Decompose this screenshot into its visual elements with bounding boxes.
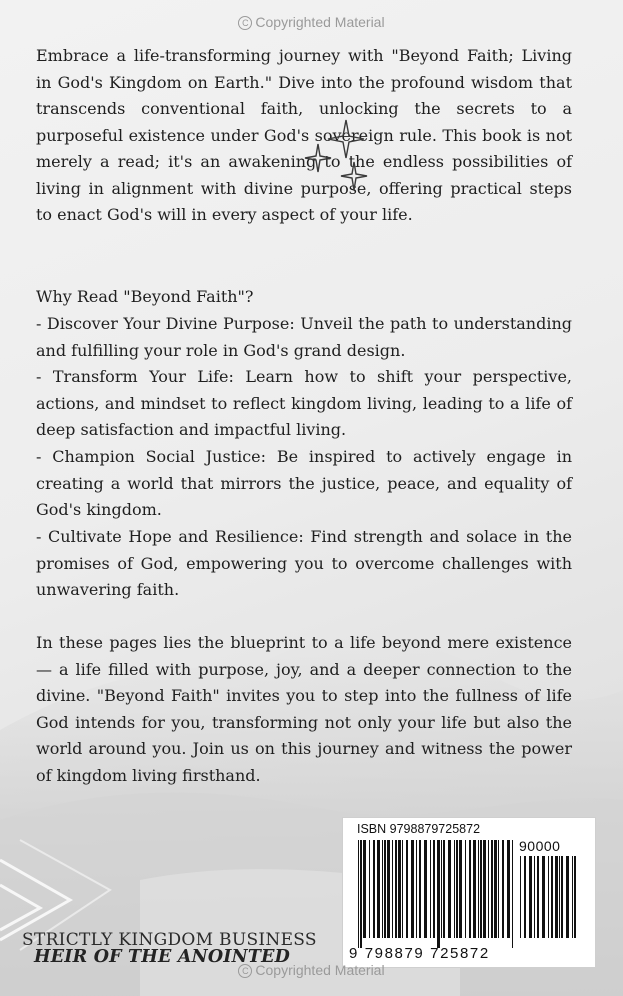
barcode-bar xyxy=(419,840,421,938)
barcode-bar xyxy=(542,856,545,938)
barcode-bar xyxy=(480,840,482,938)
barcode-bar xyxy=(524,856,526,938)
barcode-bar xyxy=(537,856,539,938)
barcode-bar xyxy=(373,840,375,938)
barcode-bar xyxy=(502,840,504,938)
barcode-bar xyxy=(387,840,390,938)
barcode-bar xyxy=(572,856,573,938)
barcode-bar xyxy=(456,840,458,938)
why-read-heading: Why Read "Beyond Faith"? xyxy=(36,287,254,306)
barcode-bar xyxy=(424,840,427,938)
barcode-bar xyxy=(363,840,366,938)
barcode-bar xyxy=(548,856,549,938)
barcode-bar xyxy=(384,840,386,938)
barcode-bar xyxy=(459,840,462,938)
isbn-label: ISBN 9798879725872 xyxy=(357,822,481,836)
barcode-bar xyxy=(406,840,408,938)
barcode-bar xyxy=(441,840,442,938)
barcode-bar xyxy=(454,840,455,938)
barcode-digits: 9 798879 725872 xyxy=(349,945,490,962)
copyright-watermark-bottom xyxy=(0,962,623,978)
barcode-bar xyxy=(369,840,370,938)
barcode-bar xyxy=(382,840,383,938)
barcode-bar xyxy=(483,840,486,938)
bullet-social-justice: - Champion Social Justice: Be inspired to actively engage in creating a world that mirrors the justice, peace, and equality of God's kingdom. xyxy=(36,447,572,519)
barcode-bar xyxy=(358,840,359,948)
barcode-bar xyxy=(448,840,451,938)
bullet-divine-purpose: - Discover Your Divine Purpose: Unveil the path to understanding and fulfilling your role in God's grand design. xyxy=(36,314,572,360)
barcode-bar xyxy=(534,856,535,938)
barcode-bar xyxy=(443,840,445,938)
barcode-bar xyxy=(433,840,435,938)
barcode-bar xyxy=(491,840,493,938)
isbn-barcode xyxy=(342,817,596,968)
watermark-text: Copyrighted Material xyxy=(255,962,385,978)
barcode-bar xyxy=(402,840,403,938)
bullet-hope-resilience: - Cultivate Hope and Resilience: Find strength and solace in the promises of God, empowering you to overcome challenges with unwavering faith. xyxy=(36,527,572,599)
barcode-bar xyxy=(507,840,510,938)
barcode-bar xyxy=(430,840,431,938)
barcode-bar xyxy=(494,840,497,938)
barcode-bar xyxy=(469,840,471,938)
copyright-icon: C xyxy=(238,964,252,978)
bullet-transform-life: - Transform Your Life: Learn how to shift your perspective, actions, and mindset to reflect kingdom living, leading to a life of deep satisfaction and impactful living. xyxy=(36,367,572,439)
barcode-bar xyxy=(566,856,569,938)
barcode-bar xyxy=(465,840,466,938)
publisher-name: STRICTLY KINGDOM BUSINESS xyxy=(22,930,317,950)
barcode-bar xyxy=(377,840,380,938)
barcode-bar xyxy=(561,856,563,938)
barcode-bar xyxy=(360,840,362,948)
sparkle-icon xyxy=(300,118,380,198)
intro-paragraph: Embrace a life-transforming journey with "Beyond Faith; Living in God's Kingdom on Earth." Dive into the profound wisdom that transcends conventional faith, unlocking the secrets to a purposeful existence under God's sovereign rule. This book is not merely a read; it's an awakening to the endless possibilities of living in alignment with divine purpose, offering practical steps to enact God's will in every aspect of your life. xyxy=(36,46,572,224)
barcode-bar xyxy=(437,840,440,948)
barcode-bar xyxy=(416,840,417,938)
barcode-bar xyxy=(555,856,558,938)
price-code: 90000 xyxy=(519,838,561,854)
watermark-text: Copyrighted Material xyxy=(255,14,385,30)
barcode-bar xyxy=(512,840,513,948)
barcode-bar xyxy=(395,840,397,938)
barcode-bar xyxy=(574,856,576,938)
barcode-bar xyxy=(473,840,476,938)
copyright-icon: C xyxy=(238,16,252,30)
closing-paragraph: In these pages lies the blueprint to a life beyond mere existence — a life filled with purpose, joy, and a deeper connection to the divine. "Beyond Faith" invites you to step into the fullness of life God intends for you, transforming not only your life but also the world around you. Join us on this journey and witness the power of kingdom living firsthand. xyxy=(36,633,572,785)
barcode-bar xyxy=(488,840,489,938)
barcode-bar xyxy=(529,856,532,938)
barcode-bar xyxy=(478,840,479,938)
barcode-bars xyxy=(357,840,517,948)
barcode-bar xyxy=(551,856,553,938)
barcode-bar xyxy=(498,840,499,938)
barcode-addon-bars xyxy=(519,856,579,948)
barcode-bar xyxy=(392,840,393,938)
barcode-bar xyxy=(559,856,560,938)
publisher-tagline: HEIR OF THE ANOINTED xyxy=(34,947,290,967)
copyright-watermark-top xyxy=(0,14,623,30)
barcode-bar xyxy=(411,840,414,938)
barcode-bar xyxy=(398,840,401,938)
barcode-bar xyxy=(520,856,521,938)
